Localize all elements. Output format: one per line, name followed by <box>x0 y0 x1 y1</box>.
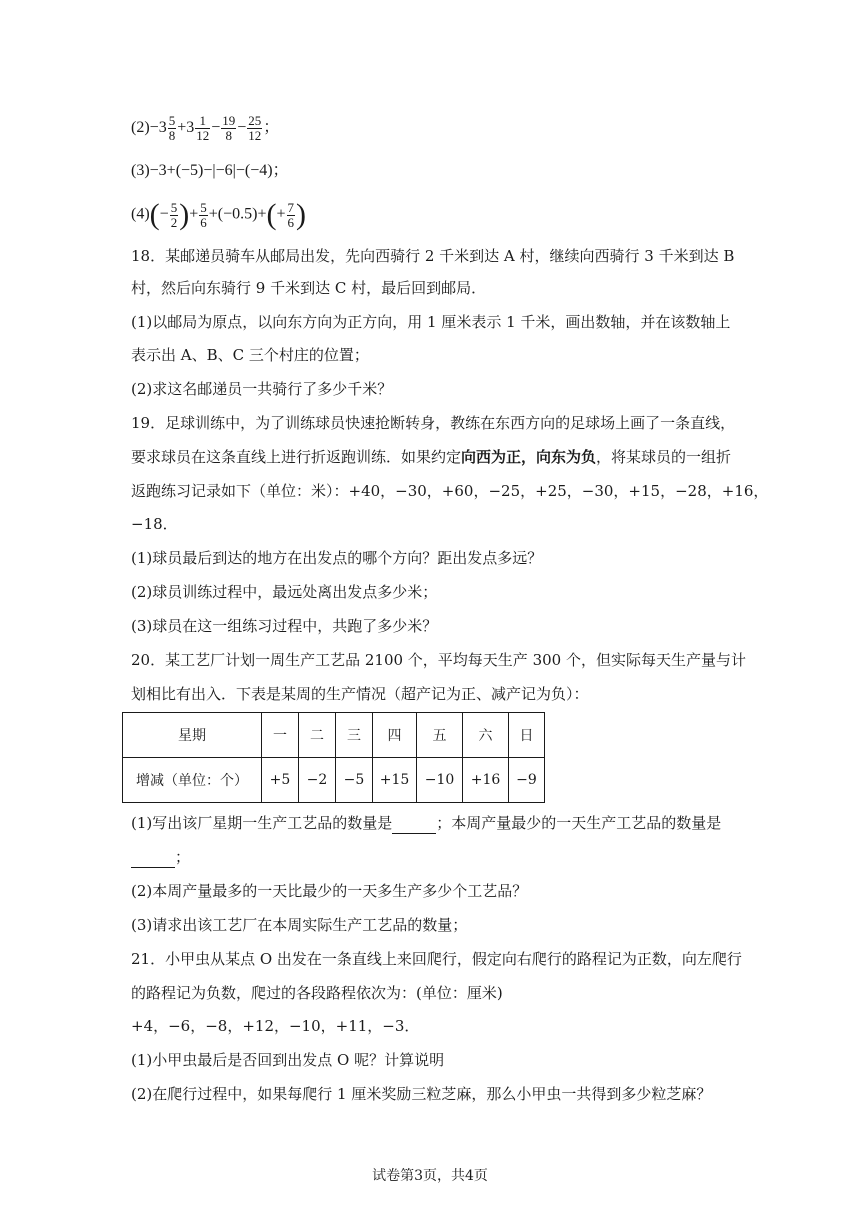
q18-line1: 18．某邮递员骑车从邮局出发，先向西骑行 2 千米到达 A 村，继续向西骑行 3 千米到达 B <box>131 247 735 265</box>
table-row <box>123 713 545 758</box>
table-cell: −10 <box>417 758 463 803</box>
answer-blank[interactable] <box>131 851 175 868</box>
q18-part1b: 表示出 A、B、C 三个村庄的位置； <box>131 346 369 364</box>
table-header-cell: 一 <box>262 713 299 758</box>
table-header-cell: 二 <box>299 713 336 758</box>
q19-part2: (2)球员训练过程中，最远处离出发点多少米； <box>131 583 438 601</box>
q18-line2: 村，然后向东骑行 9 千米到达 C 村，最后回到邮局． <box>131 279 487 297</box>
q20-part3: (3)请求出该工艺厂在本周实际生产工艺品的数量； <box>131 916 468 934</box>
production-table <box>122 712 545 803</box>
table-cell: 增减（单位：个） <box>123 758 262 803</box>
q19-part3: (3)球员在这一组练习过程中，共跑了多少米？ <box>131 617 438 635</box>
table-cell: −2 <box>299 758 336 803</box>
q21-line2: 的路程记为负数，爬过的各段路程依次为：(单位：厘米) <box>131 984 503 1002</box>
q18-part2: (2)求这名邮递员一共骑行了多少千米？ <box>131 380 393 398</box>
table-header-cell: 四 <box>373 713 417 758</box>
answer-blank[interactable] <box>392 817 436 834</box>
table-header-cell: 五 <box>417 713 463 758</box>
q19-bold-convention: 向西为正，向东为负 <box>461 448 597 466</box>
expr-4: (4)(− $\frac{5}{2}$ )+ $\frac{5}{6}$ +(−0.5)+(+ $\frac{7}{6}$ ) <box>131 198 306 231</box>
q21-line1: 21．小甲虫从某点 O 出发在一条直线上来回爬行，假定向右爬行的路程记为正数，向左爬行 <box>131 950 742 968</box>
expr-3: (3)−3+(−5)−|−6|−(−4)； <box>131 162 289 179</box>
q21-part2: (2)在爬行过程中，如果每爬行 1 厘米奖励三粒芝麻，那么小甲虫一共得到多少粒芝麻？ <box>131 1085 712 1103</box>
q20-line2: 划相比有出入．下表是某周的生产情况（超产记为正、减产记为负）： <box>131 685 589 703</box>
q19-line1: 19．足球训练中，为了训练球员快速抢断转身，教练在东西方向的足球场上画了一条直线， <box>131 414 736 432</box>
table-cell: +15 <box>373 758 417 803</box>
table-header-cell: 日 <box>509 713 545 758</box>
table-row <box>123 758 545 803</box>
q21-line3: +4，−6，−8，+12，−10，+11，−3． <box>131 1017 420 1035</box>
q19-line4: −18． <box>131 515 178 533</box>
q20-part1-cont: ； <box>131 846 740 868</box>
table-cell: −5 <box>336 758 373 803</box>
q19-line2: 要求球员在这条直线上进行折返跑训练．如果约定向西为正，向东为负，将某球员的一组折 <box>131 448 732 466</box>
expr-2: (2)−3 $\frac{5}{8}$ +3 $\frac{1}{12}$ − $\frac{19}{8}$ − $\frac{25}{12}$ ； <box>131 113 280 143</box>
page-footer: 试卷第3页，共4页 <box>372 1168 488 1184</box>
q20-line1: 20．某工艺厂计划一周生产工艺品 2100 个，平均每天生产 300 个，但实际每天生产量与计 <box>131 651 746 669</box>
table-cell: −9 <box>509 758 545 803</box>
q20-part2: (2)本周产量最多的一天比最少的一天多生产多少个工艺品？ <box>131 882 528 900</box>
q20-part1: (1)写出该厂星期一生产工艺品的数量是 ；本周产量最少的一天生产工艺品的数量是 <box>131 814 722 832</box>
table-cell: +16 <box>463 758 509 803</box>
table-cell: +5 <box>262 758 299 803</box>
q21-part1: (1)小甲虫最后是否回到出发点 O 呢？计算说明 <box>131 1051 445 1069</box>
q19-line3: 返跑练习记录如下（单位：米）：+40，−30，+60，−25，+25，−30，+15，−28，+16， <box>131 482 769 500</box>
table-header-cell: 星期 <box>123 713 262 758</box>
q19-part1: (1)球员最后到达的地方在出发点的哪个方向？距出发点多远？ <box>131 549 543 567</box>
table-header-cell: 三 <box>336 713 373 758</box>
q18-part1a: (1)以邮局为原点，以向东方向为正方向，用 1 厘米表示 1 千米，画出数轴，并在该数轴上 <box>131 313 731 331</box>
table-header-cell: 六 <box>463 713 509 758</box>
